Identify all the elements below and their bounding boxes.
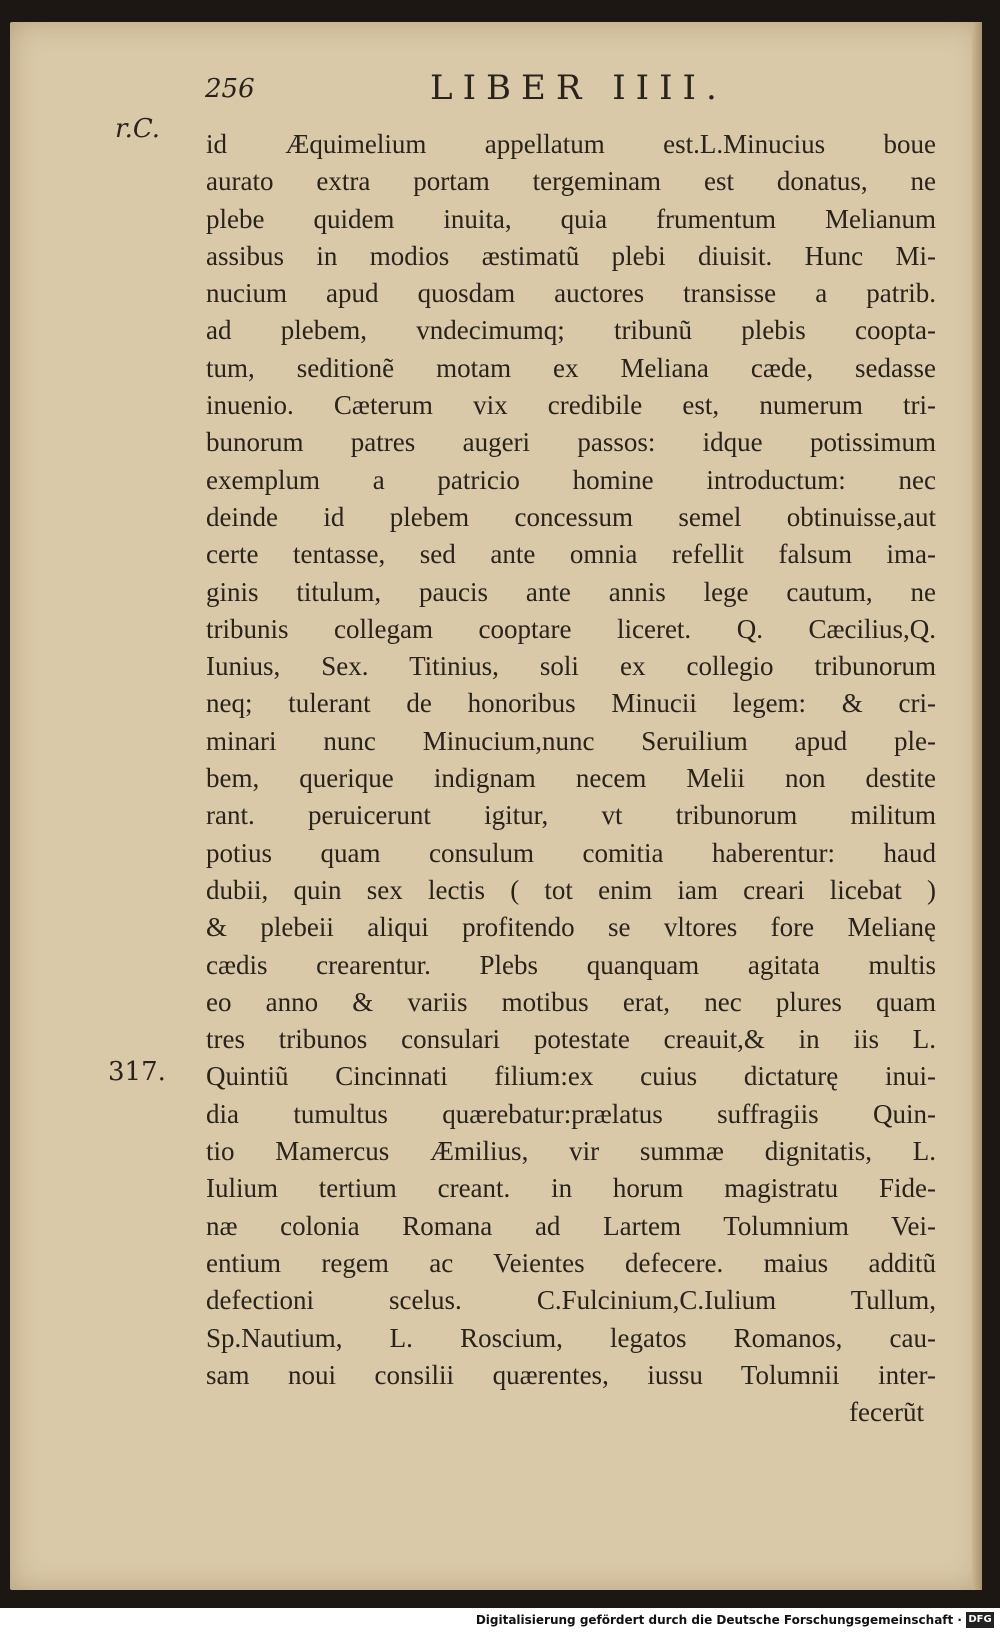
digitization-credit: Digitalisierung gefördert durch die Deutsche Forschungsgemeinschaft · <box>475 1613 962 1627</box>
body-text <box>206 126 936 1431</box>
text-line: id Æquimelium appellatum est.L.Minucius boue <box>206 129 936 159</box>
book-title: LIBER IIII. <box>430 68 727 108</box>
book-page <box>10 22 982 1590</box>
text-line: Sp.Nautium, L. Roscium, legatos Romanos, cau- <box>206 1322 936 1353</box>
text-line: tum, seditionẽ motam ex Meliana cæde, sedasse <box>206 352 936 383</box>
text-line: minari nunc Minucium,nunc Seruilium apud ple- <box>206 725 936 756</box>
text-line: assibus in modios æstimatũ plebi diuisit. Hunc Mi- <box>206 240 936 271</box>
page-edge <box>972 22 982 1590</box>
running-head <box>205 54 905 114</box>
text-line: ginis titulum, paucis ante annis lege cautum, ne <box>206 576 936 607</box>
text-line: bem, querique indignam necem Melii non destite <box>206 763 936 794</box>
text-line: deinde id plebem concessum semel obtinuisse,aut <box>206 501 936 532</box>
text-line: Iulium tertium creant. in horum magistratu Fide- <box>206 1173 936 1204</box>
text-line: neq; tulerant de honoribus Minucii legem: & cri- <box>206 688 936 719</box>
text-line: entium regem ac Veientes defecere. maius additũ <box>206 1247 936 1278</box>
text-line: sam noui consilii quærentes, iussu Tolumnii inter- <box>206 1359 936 1390</box>
text-line: rant. peruicerunt igitur, vt tribunorum militum <box>206 800 936 831</box>
text-line: inuenio. Cæterum vix credibile est, numerum tri- <box>206 390 936 421</box>
text-line: potius quam consulum comitia haberentur: haud <box>206 837 936 868</box>
text-line: defectioni scelus. C.Fulcinium,C.Iulium Tullum, <box>206 1285 936 1316</box>
text-line: exemplum a patricio homine introductum: nec <box>206 464 936 495</box>
margin-note-year: 317. <box>108 1057 166 1087</box>
text-line: certe tentasse, sed ante omnia refellit falsum ima- <box>206 539 936 570</box>
text-line: tres tribunos consulari potestate creauit,& in iis L. <box>206 1024 936 1055</box>
text-line: næ colonia Romana ad Lartem Tolumnium Vei- <box>206 1210 936 1241</box>
text-line: eo anno & variis motibus erat, nec plures quam <box>206 986 936 1017</box>
text-line: dubii, quin sex lectis ( tot enim iam creari licebat ) <box>206 874 936 905</box>
text-line: aurato extra portam tergeminam est donatus, ne <box>206 166 936 197</box>
text-line: tio Mamercus Æmilius, vir summæ dignitatis, L. <box>206 1136 936 1167</box>
text-line: nucium apud quosdam auctores transisse a patrib. <box>206 278 936 309</box>
catchword: fecerũt <box>849 1397 924 1428</box>
margin-note-top: r.C. <box>115 114 161 144</box>
text-line: & plebeii aliqui profitendo se vltores fore Melianę <box>206 912 936 943</box>
text-line: cædis crearentur. Plebs quanquam agitata multis <box>206 949 936 980</box>
footer-bar <box>0 1608 1000 1634</box>
text-line: dia tumultus quærebatur:prælatus suffragiis Quin- <box>206 1098 936 1129</box>
text-line: tribunis collegam cooptare liceret. Q. Cæcilius,Q. <box>206 613 936 644</box>
text-line: bunorum patres augeri passos: idque potissimum <box>206 427 936 458</box>
text-line: Quintiũ Cincinnati filium:ex cuius dictaturę inui- <box>206 1061 936 1092</box>
dfg-logo: DFG <box>966 1612 994 1628</box>
text-line: Iunius, Sex. Titinius, soli ex collegio tribunorum <box>206 651 936 682</box>
page-number: 256 <box>205 74 255 104</box>
text-line: ad plebem, vndecimumq; tribunũ plebis coopta- <box>206 315 936 346</box>
text-line: plebe quidem inuita, quia frumentum Melianum <box>206 203 936 234</box>
